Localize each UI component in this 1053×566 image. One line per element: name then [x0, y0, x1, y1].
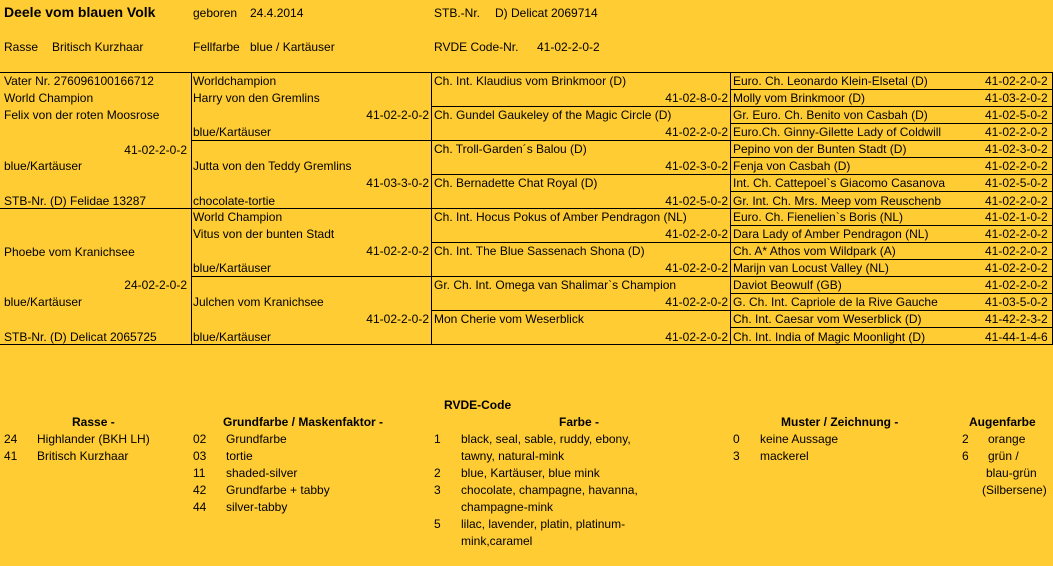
legend-augenfarbe-heading: Augenfarbe	[969, 415, 1036, 429]
legend-grundfarbe-code: 03	[193, 449, 207, 463]
gg-grandparent-name: Ch. Int. Caesar vom Weserblick (D)	[733, 312, 922, 326]
gg-grandparent-code: 41-02-1-0-2	[985, 210, 1048, 224]
grid-line	[191, 276, 1053, 277]
great-grandparent-name: Ch. Int. Klaudius vom Brinkmoor (D)	[434, 74, 627, 88]
grid-line	[730, 191, 1053, 192]
grid-line	[431, 174, 1053, 175]
legend-farbe-text-cont: mink,caramel	[461, 534, 533, 548]
legend-augenfarbe-text: grün /	[988, 449, 1019, 463]
legend-farbe-code: 1	[434, 432, 441, 446]
legend-rasse-heading: Rasse -	[72, 415, 115, 429]
mother-color: blue/Kartäuser	[4, 295, 83, 309]
legend-farbe-code: 5	[434, 517, 441, 531]
legend-grundfarbe-code: 44	[193, 500, 207, 514]
grandparent-code: 41-02-2-0-2	[366, 244, 429, 258]
great-grandparent-code: 41-02-2-0-2	[665, 125, 728, 139]
grid-line	[0, 72, 1053, 73]
mother-code: 24-02-2-0-2	[124, 278, 187, 292]
gg-grandparent-name: Euro.Ch. Ginny-Gilette Lady of Coldwill	[733, 125, 942, 139]
fellfarbe-label: Fellfarbe	[193, 40, 240, 54]
legend-title: RVDE-Code	[444, 398, 512, 412]
legend-rasse-text: Highlander (BKH LH)	[37, 432, 150, 446]
father-id-number: Vater Nr. 276096100166712	[4, 74, 154, 88]
rasse-label: Rasse	[4, 40, 39, 54]
grandparent-name: Julchen vom Kranichsee	[193, 295, 324, 309]
legend-farbe-heading: Farbe -	[559, 415, 600, 429]
gg-grandparent-name: Ch. A* Athos vom Wildpark (A)	[733, 244, 896, 258]
born-label: geboren	[193, 6, 238, 20]
gg-grandparent-code: 41-03-2-0-2	[985, 91, 1048, 105]
gg-grandparent-code: 41-02-2-0-2	[985, 278, 1048, 292]
gg-grandparent-name: Int. Ch. Cattepoel`s Giacomo Casanova	[733, 176, 946, 190]
grandparent-name: Vitus von der bunten Stadt	[193, 227, 335, 241]
legend-grundfarbe-heading: Grundfarbe / Maskenfaktor -	[223, 415, 384, 429]
legend-muster-text: mackerel	[760, 449, 809, 463]
great-grandparent-name: Ch. Bernadette Chat Royal (D)	[434, 176, 598, 190]
great-grandparent-code: 41-02-2-0-2	[665, 261, 728, 275]
gg-grandparent-name: Pepino von der Bunten Stadt (D)	[733, 142, 907, 156]
gg-grandparent-code: 41-02-5-0-2	[985, 108, 1048, 122]
grid-line	[431, 242, 1053, 243]
gg-grandparent-name: Molly vom Brinkmoor (D)	[733, 91, 866, 105]
grandparent-color: blue/Kartäuser	[193, 261, 272, 275]
legend-grundfarbe-code: 11	[193, 466, 206, 480]
legend-grundfarbe-text: shaded-silver	[226, 466, 298, 480]
gg-grandparent-name: G. Ch. Int. Capriole de la Rive Gauche	[733, 295, 938, 309]
great-grandparent-name: Mon Cherie vom Weserblick	[434, 312, 584, 326]
grid-line	[0, 208, 1053, 209]
great-grandparent-name: Ch. Int. Hocus Pokus of Amber Pendragon (NL)	[434, 210, 687, 224]
legend-grundfarbe-text: tortie	[226, 449, 253, 463]
gg-grandparent-name: Marijn van Locust Valley (NL)	[733, 261, 889, 275]
legend-muster-text: keine Aussage	[760, 432, 839, 446]
gg-grandparent-code: 41-02-2-0-2	[985, 159, 1048, 173]
grandparent-color: blue/Kartäuser	[193, 125, 272, 139]
legend-augenfarbe-code: 2	[962, 432, 969, 446]
legend-augenfarbe-text-cont: blau-grün	[986, 466, 1037, 480]
legend-grundfarbe-text: Grundfarbe	[226, 432, 287, 446]
grandparent-name: Jutta von den Teddy Gremlins	[193, 159, 352, 173]
legend-augenfarbe-text: orange	[988, 432, 1026, 446]
rvde-code-value: 41-02-2-0-2	[537, 40, 600, 54]
great-grandparent-code: 41-02-8-0-2	[665, 91, 728, 105]
grid-line	[730, 293, 1053, 294]
great-grandparent-name: Ch. Troll-Garden´s Balou (D)	[434, 142, 587, 156]
legend-farbe-text-cont: champagne-mink	[461, 500, 554, 514]
grid-line	[191, 140, 1053, 141]
legend-rasse-code: 41	[4, 449, 18, 463]
gg-grandparent-name: Dara Lady of Amber Pendragon (NL)	[733, 227, 929, 241]
gg-grandparent-name: Fenja von Casbah (D)	[733, 159, 851, 173]
grandparent-code: 41-03-3-0-2	[366, 176, 429, 190]
great-grandparent-name: Ch. Int. The Blue Sassenach Shona (D)	[434, 244, 645, 258]
mother-stb: STB-Nr. (D) Delicat 2065725	[4, 330, 157, 344]
gg-grandparent-code: 41-02-5-0-2	[985, 176, 1048, 190]
gg-grandparent-name: Ch. Int. India of Magic Moonlight (D)	[733, 330, 926, 344]
grandparent-title: Worldchampion	[193, 74, 277, 88]
father-color: blue/Kartäuser	[4, 159, 83, 173]
grid-line	[730, 225, 1053, 226]
stb-label: STB.-Nr.	[434, 6, 481, 20]
grid-line	[431, 72, 432, 344]
legend-grundfarbe-code: 02	[193, 432, 207, 446]
born-date: 24.4.2014	[250, 6, 304, 20]
grandparent-title: World Champion	[193, 210, 283, 224]
grandparent-name: Harry von den Gremlins	[193, 91, 320, 105]
great-grandparent-name: Ch. Gundel Gaukeley of the Magic Circle (D)	[434, 108, 672, 122]
grandparent-code: 41-02-2-0-2	[366, 108, 429, 122]
legend-grundfarbe-text: silver-tabby	[226, 500, 288, 514]
gg-grandparent-name: Gr. Euro. Ch. Benito von Casbah (D)	[733, 108, 928, 122]
grandparent-color: blue/Kartäuser	[193, 330, 272, 344]
gg-grandparent-code: 41-02-2-0-2	[985, 227, 1048, 241]
gg-grandparent-code: 41-02-2-0-2	[985, 244, 1048, 258]
stb-value: D) Delicat 2069714	[495, 6, 598, 20]
mother-name: Phoebe vom Kranichsee	[4, 245, 135, 259]
gg-grandparent-name: Daviot Beowulf (GB)	[733, 278, 842, 292]
great-grandparent-code: 41-02-2-0-2	[665, 227, 728, 241]
rvde-code-label: RVDE Code-Nr.	[434, 40, 519, 54]
legend-grundfarbe-code: 42	[193, 483, 207, 497]
fellfarbe-value: blue / Kartäuser	[250, 40, 335, 54]
great-grandparent-name: Gr. Ch. Int. Omega van Shalimar`s Champion	[434, 278, 677, 292]
legend-rasse-text: Britisch Kurzhaar	[37, 449, 129, 463]
grid-line	[730, 123, 1053, 124]
grid-line	[730, 157, 1053, 158]
gg-grandparent-code: 41-44-1-4-6	[985, 330, 1048, 344]
gg-grandparent-code: 41-02-2-0-2	[985, 261, 1048, 275]
gg-grandparent-code: 41-42-2-3-2	[985, 312, 1048, 326]
legend-muster-heading: Muster / Zeichnung -	[781, 415, 899, 429]
cat-name-title: Deele vom blauen Volk	[4, 4, 156, 20]
father-code: 41-02-2-0-2	[124, 143, 187, 157]
great-grandparent-code: 41-02-2-0-2	[665, 330, 728, 344]
father-stb: STB-Nr. (D) Felidae 13287	[4, 194, 147, 208]
father-title: World Champion	[4, 91, 94, 105]
gg-grandparent-code: 41-03-5-0-2	[985, 295, 1048, 309]
gg-grandparent-code: 41-02-2-0-2	[985, 194, 1048, 208]
grid-line	[0, 344, 1053, 345]
legend-rasse-code: 24	[4, 432, 18, 446]
legend-farbe-text: black, seal, sable, ruddy, ebony,	[461, 432, 631, 446]
father-name: Felix von der roten Moosrose	[4, 108, 160, 122]
grandparent-color: chocolate-tortie	[193, 194, 276, 208]
legend-farbe-code: 3	[434, 483, 441, 497]
gg-grandparent-name: Euro. Ch. Fienelien`s Boris (NL)	[733, 210, 904, 224]
legend-farbe-text-cont: tawny, natural-mink	[461, 449, 565, 463]
legend-farbe-text: chocolate, champagne, havanna,	[461, 483, 638, 497]
legend-muster-code: 0	[733, 432, 740, 446]
grid-line	[730, 72, 731, 344]
rasse-value: Britisch Kurzhaar	[52, 40, 144, 54]
gg-grandparent-code: 41-02-2-0-2	[985, 125, 1048, 139]
legend-farbe-code: 2	[434, 466, 441, 480]
grid-line	[191, 72, 192, 344]
legend-farbe-text: lilac, lavender, platin, platinum-	[461, 517, 626, 531]
legend-grundfarbe-text: Grundfarbe + tabby	[226, 483, 330, 497]
great-grandparent-code: 41-02-2-0-2	[665, 295, 728, 309]
grid-line	[730, 89, 1053, 90]
gg-grandparent-code: 41-02-3-0-2	[985, 142, 1048, 156]
great-grandparent-code: 41-02-5-0-2	[665, 194, 728, 208]
gg-grandparent-code: 41-02-2-0-2	[985, 74, 1048, 88]
grid-line	[730, 259, 1053, 260]
gg-grandparent-name: Gr. Int. Ch. Mrs. Meep vom Reuschenb	[733, 194, 942, 208]
gg-grandparent-name: Euro. Ch. Leonardo Klein-Elsetal (D)	[733, 74, 928, 88]
grid-line	[431, 106, 1053, 107]
legend-muster-code: 3	[733, 449, 740, 463]
grid-line	[730, 327, 1053, 328]
legend-augenfarbe-text-cont: (Silbersene)	[982, 483, 1047, 497]
great-grandparent-code: 41-02-3-0-2	[665, 159, 728, 173]
grandparent-code: 41-02-2-0-2	[366, 312, 429, 326]
legend-farbe-text: blue, Kartäuser, blue mink	[461, 466, 600, 480]
grid-line	[431, 310, 1053, 311]
legend-augenfarbe-code: 6	[962, 449, 969, 463]
